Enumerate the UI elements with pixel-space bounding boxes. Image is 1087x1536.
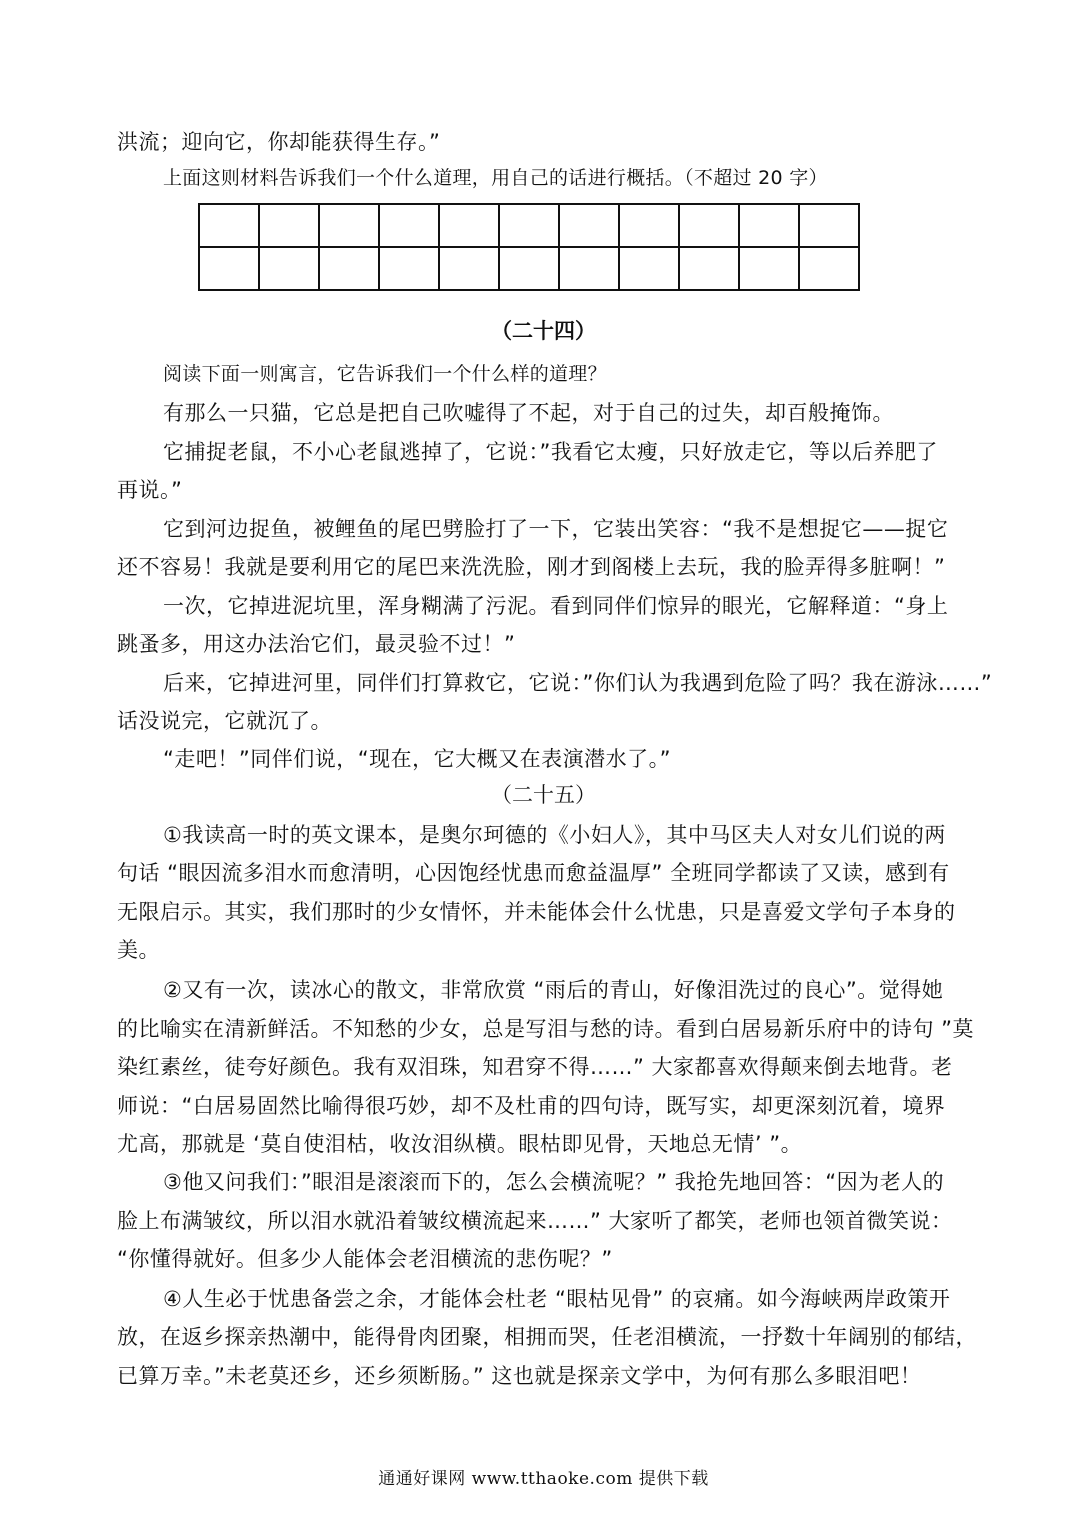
text-line: 一次，它掉进泥坑里，浑身糊满了污泥。看到同伴们惊异的眼光，它解释道：“身上 — [163, 594, 949, 618]
text-line: 洪流；迎向它，你却能获得生存。” — [117, 130, 441, 154]
text-line: “你懂得就好。但多少人能体会老泪横流的悲伤呢？” — [117, 1247, 613, 1271]
grid-cell[interactable] — [440, 205, 500, 248]
grid-cell[interactable] — [620, 205, 680, 248]
text-line: ④人生必于忧患备尝之余，才能体会杜老 “眼枯见骨” 的哀痛。如今海峡两岸政策开 — [163, 1287, 951, 1311]
grid-cell[interactable] — [800, 248, 860, 291]
grid-cell[interactable] — [800, 205, 860, 248]
grid-cell[interactable] — [380, 205, 440, 248]
grid-cell[interactable] — [680, 205, 740, 248]
text-line: 尤高，那就是 ‘莫自使泪枯，收汝泪纵横。眼枯即见骨，天地总无情’ ”。 — [117, 1132, 803, 1156]
text-line: 还不容易！我就是要利用它的尾巴来洗洗脸，刚才到阁楼上去玩，我的脸弄得多脏啊！” — [117, 555, 946, 579]
text-line: ①我读高一时的英文课本，是奥尔珂德的《小妇人》，其中马区夫人对女儿们说的两 — [163, 823, 946, 847]
section-prompt: 阅读下面一则寓言，它告诉我们一个什么样的道理？ — [163, 363, 607, 385]
grid-cell[interactable] — [380, 248, 440, 291]
grid-cell[interactable] — [440, 248, 500, 291]
text-line: 再说。” — [117, 478, 183, 502]
grid-cell[interactable] — [680, 248, 740, 291]
section-heading: （二十四） — [491, 319, 596, 343]
grid-cell[interactable] — [260, 205, 320, 248]
grid-cell[interactable] — [260, 248, 320, 291]
text-line: 跳蚤多，用这办法治它们，最灵验不过！” — [117, 632, 516, 656]
text-line: 有那么一只猫，它总是把自己吹嘘得了不起，对于自己的过失，却百般掩饰。 — [163, 401, 894, 425]
text-line: 它到河边捉鱼，被鲤鱼的尾巴劈脸打了一下，它装出笑容：“我不是想捉它——捉它 — [163, 517, 949, 541]
text-line: 的比喻实在清新鲜活。不知愁的少女，总是写泪与愁的诗。看到白居易新乐府中的诗句 ”莫 — [117, 1017, 975, 1041]
grid-cell[interactable] — [320, 248, 380, 291]
section-heading: （二十五） — [491, 783, 596, 807]
text-line: 脸上布满皱纹，所以泪水就沿着皱纹横流起来……” 大家听了都笑，老师也领首微笑说： — [117, 1209, 953, 1233]
text-line: 后来，它掉进河里，同伴们打算救它，它说：”你们认为我遇到危险了吗？我在游泳……” — [163, 671, 993, 695]
page-footer: 通通好课网 www.tthaoke.com 提供下载 — [378, 1469, 709, 1489]
text-line: 它捕捉老鼠，不小心老鼠逃掉了，它说：”我看它太瘦，只好放走它，等以后养肥了 — [163, 440, 938, 464]
text-line: 句话 “眼因流多泪水而愈清明，心因饱经忧患而愈益温厚” 全班同学都读了又读，感到有 — [117, 861, 950, 885]
text-line: “走吧！”同伴们说，“现在，它大概又在表演潜水了。” — [163, 747, 672, 771]
grid-cell[interactable] — [500, 248, 560, 291]
grid-cell[interactable] — [620, 248, 680, 291]
text-line: 放，在返乡探亲热潮中，能得骨肉团聚，相拥而哭，任老泪横流，一抒数十年阔别的郁结， — [117, 1325, 977, 1349]
text-line: ②又有一次，读冰心的散文，非常欣赏 “雨后的青山，好像泪洗过的良心”。觉得她 — [163, 978, 944, 1002]
grid-cell[interactable] — [200, 248, 260, 291]
text-line: 已算万幸。”未老莫还乡，还乡须断肠。” 这也就是探亲文学中，为何有那么多眼泪吧！ — [117, 1364, 922, 1388]
text-line: 无限启示。其实，我们那时的少女情怀，并未能体会什么忧患，只是喜爱文学句子本身的 — [117, 900, 956, 924]
grid-cell[interactable] — [200, 205, 260, 248]
text-line: 话没说完，它就沉了。 — [117, 709, 332, 733]
grid-cell[interactable] — [740, 248, 800, 291]
text-line: 染红素丝，徒夸好颜色。我有双泪珠，知君穿不得……” 大家都喜欢得颠来倒去地背。老 — [117, 1055, 953, 1079]
text-line: 师说：“白居易固然比喻得很巧妙，却不及杜甫的四句诗，既写实，却更深刻沉着，境界 — [117, 1094, 946, 1118]
grid-cell[interactable] — [320, 205, 380, 248]
grid-cell[interactable] — [500, 205, 560, 248]
grid-cell[interactable] — [560, 205, 620, 248]
question-text: 上面这则材料告诉我们一个什么道理，用自己的话进行概括。（不超过 20 字） — [163, 167, 828, 189]
grid-cell[interactable] — [560, 248, 620, 291]
grid-cell[interactable] — [740, 205, 800, 248]
text-line: 美。 — [117, 938, 160, 962]
text-line: ③他又问我们：”眼泪是滚滚而下的，怎么会横流呢？” 我抢先地回答：“因为老人的 — [163, 1170, 945, 1194]
answer-grid[interactable] — [198, 203, 860, 291]
